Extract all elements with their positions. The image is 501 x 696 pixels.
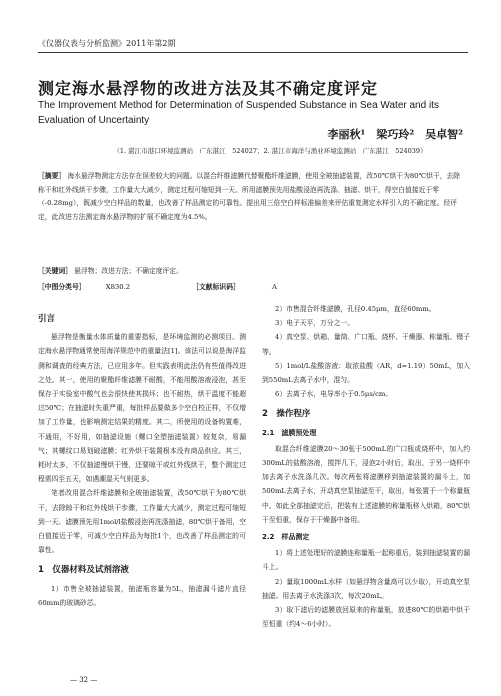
classification — [38, 281, 277, 291]
section-2-1-heading: 2.1 滤膜预处理 — [262, 428, 317, 437]
section-intro-heading: 引言 — [38, 314, 56, 324]
class-value: X830.2 — [105, 283, 131, 291]
paragraph: 笔者改用混合纤维滤膜和全玻抽滤装置，改50℃烘干为80℃烘干，去除晾干和红外线烘干步骤，工作量大大减少，测定过程可缩短到一天。滤膜预先用1mol/l盐酸浸泡再洗涤抽滤，80℃烘干备用，空白值接近于零，可减少空白样品为每批1个，也改善了样品测定的可靠性。 — [38, 489, 246, 555]
doc-code-label: ［文献标识码］ — [192, 283, 240, 291]
abstract-label: ［摘要］ — [38, 172, 66, 180]
list-item: 4）真空泵、烘箱、量筒、广口瓶、烧杯、干燥器、称量瓶、镊子等。 — [262, 333, 470, 356]
page-number: — 32 — — [70, 676, 98, 684]
keywords-text: 悬浮物；改进方法；不确定度评定。 — [74, 267, 183, 275]
list-item: 2）量取1000mL水样（如悬浮物含量高可以少取），开动真空泵抽滤。用去离子水洗涤3次，每次20mL。 — [262, 577, 470, 600]
list-item: 3）电子天平，万分之一。 — [275, 319, 355, 328]
paragraph: 悬浮物是衡量水体质量的重要指标，是环境监测的必测项目。测定海水悬浮物通常使用海洋规范中的重量法[1]。该法可以说是海洋监测和调查的经典方法，已应用多年。但实践表明此法仍有些值得改进之处。其一，使用的聚酯纤维滤膜不耐酸，不能用酸溶液浸泡，甚至保存于实验室中酸气也会很快使其损坏；也不耐热，烘干温度不能超过50℃；在抽滤时失重严重，每批样品要做多个空白校正样，不仅增加了工作量，也影响测定结果的精度。其二，所使用的设备购置难，不通用，不好用，如抽滤设施（螺口全塑抽滤装置）较复杂，易漏气；其螺纹口易划破滤膜；红外烘干装置根本没有商品供应。其三，耗时太多，不仅抽滤慢烘干慢，还要晾干或红外线烘干，整个测定过程需四至五天，如遇潮湿天气则更多。 — [38, 333, 246, 484]
keywords — [38, 265, 183, 275]
right-column — [262, 302, 470, 631]
title-chinese: 测定海水悬浮物的改进方法及其不确定度评定 — [38, 79, 379, 98]
list-item: 6）去离子水，电导率小于0.5μs/cm。 — [275, 390, 393, 399]
left-column — [38, 306, 246, 610]
section-2-heading: 2 操作程序 — [262, 409, 311, 420]
section-2-2-heading: 2.2 样品测定 — [262, 533, 310, 542]
abstract — [38, 170, 466, 224]
list-item: 2）市售混合纤维滤膜，孔径0.45μm，直径60mm。 — [275, 305, 436, 313]
class-label: ［中图分类号］ — [38, 283, 86, 291]
paragraph: 1）市售全玻抽滤装置，抽滤瓶容量为5L，抽滤漏斗滤片直径60mm的玻璃砂芯。 — [38, 584, 246, 607]
paragraph: 取混合纤维滤膜20～30张于500mL的广口瓶或烧杯中，加入约300mL的盐酸溶液，搅拌几下，浸泡2小时后，取出，于另一烧杯中加去离子水洗涤几次。每次两张将滤膜移到抽滤装置的漏斗上，加500mL去离子水，开动真空泵抽滤至干，取出，每张置于一个称量瓶中。如此全部抽滤完后，把装有上述滤膜的称量瓶移入烘箱，80℃烘干至恒重，保存于干燥器中备用。 — [262, 444, 470, 524]
abstract-text: 海水悬浮物测定方法存在误差较大的问题。以混合纤维滤膜代替聚酯纤维滤膜，使用全玻抽滤装置，改50℃烘干为80℃烘干，去除称干和红外线烘干步骤，工作量大大减少，测定过程可缩短到一天。所用滤膜预先用盐酸浸泡再洗涤、抽滤、烘干，得空白值接近于零（-0.28mg），既减少空白样品的数量，也改善了样品测定的可靠性。提出用三倍空白样标准偏差来评估重复测定水样引入的不确定度。经评定，此改进方法测定海水悬浮物的扩展不确定度为4.5%。 — [38, 172, 461, 221]
section-1-heading: 1 仪器材料及试剂溶液 — [38, 565, 129, 576]
affiliation: （1. 湛江市港口环境监测站 广东湛江 524027；2. 湛江市海洋与渔业环境监测站 广东湛江 524039） — [113, 147, 427, 155]
doc-code-value: A — [271, 283, 277, 291]
keywords-label: ［关键词］ — [38, 267, 72, 275]
header-rule — [38, 52, 468, 53]
authors: 李丽秋¹ 梁巧玲² 吴卓智² — [327, 128, 463, 141]
list-item: 5）1mol/L盐酸溶液：取浓盐酸（AR，d=1.19）50mL，加入到550mL去离子水中，混匀。 — [262, 361, 470, 385]
list-item: 1）将上述处理好的滤膜连称量瓶一起称重后，装到抽滤装置的漏斗上。 — [262, 549, 470, 572]
title-english: The Improvement Method for Determination of Suspended Substance in Sea Water and its Evaluation of Uncertainty — [38, 100, 439, 126]
journal-header: 《仪器仪表与分析监测》2011年第2期 — [38, 39, 176, 48]
list-item: 3）取下滤后的滤膜放回原来的称量瓶，放进80℃的烘箱中烘干至恒重（约4～6小时）。 — [262, 606, 470, 629]
